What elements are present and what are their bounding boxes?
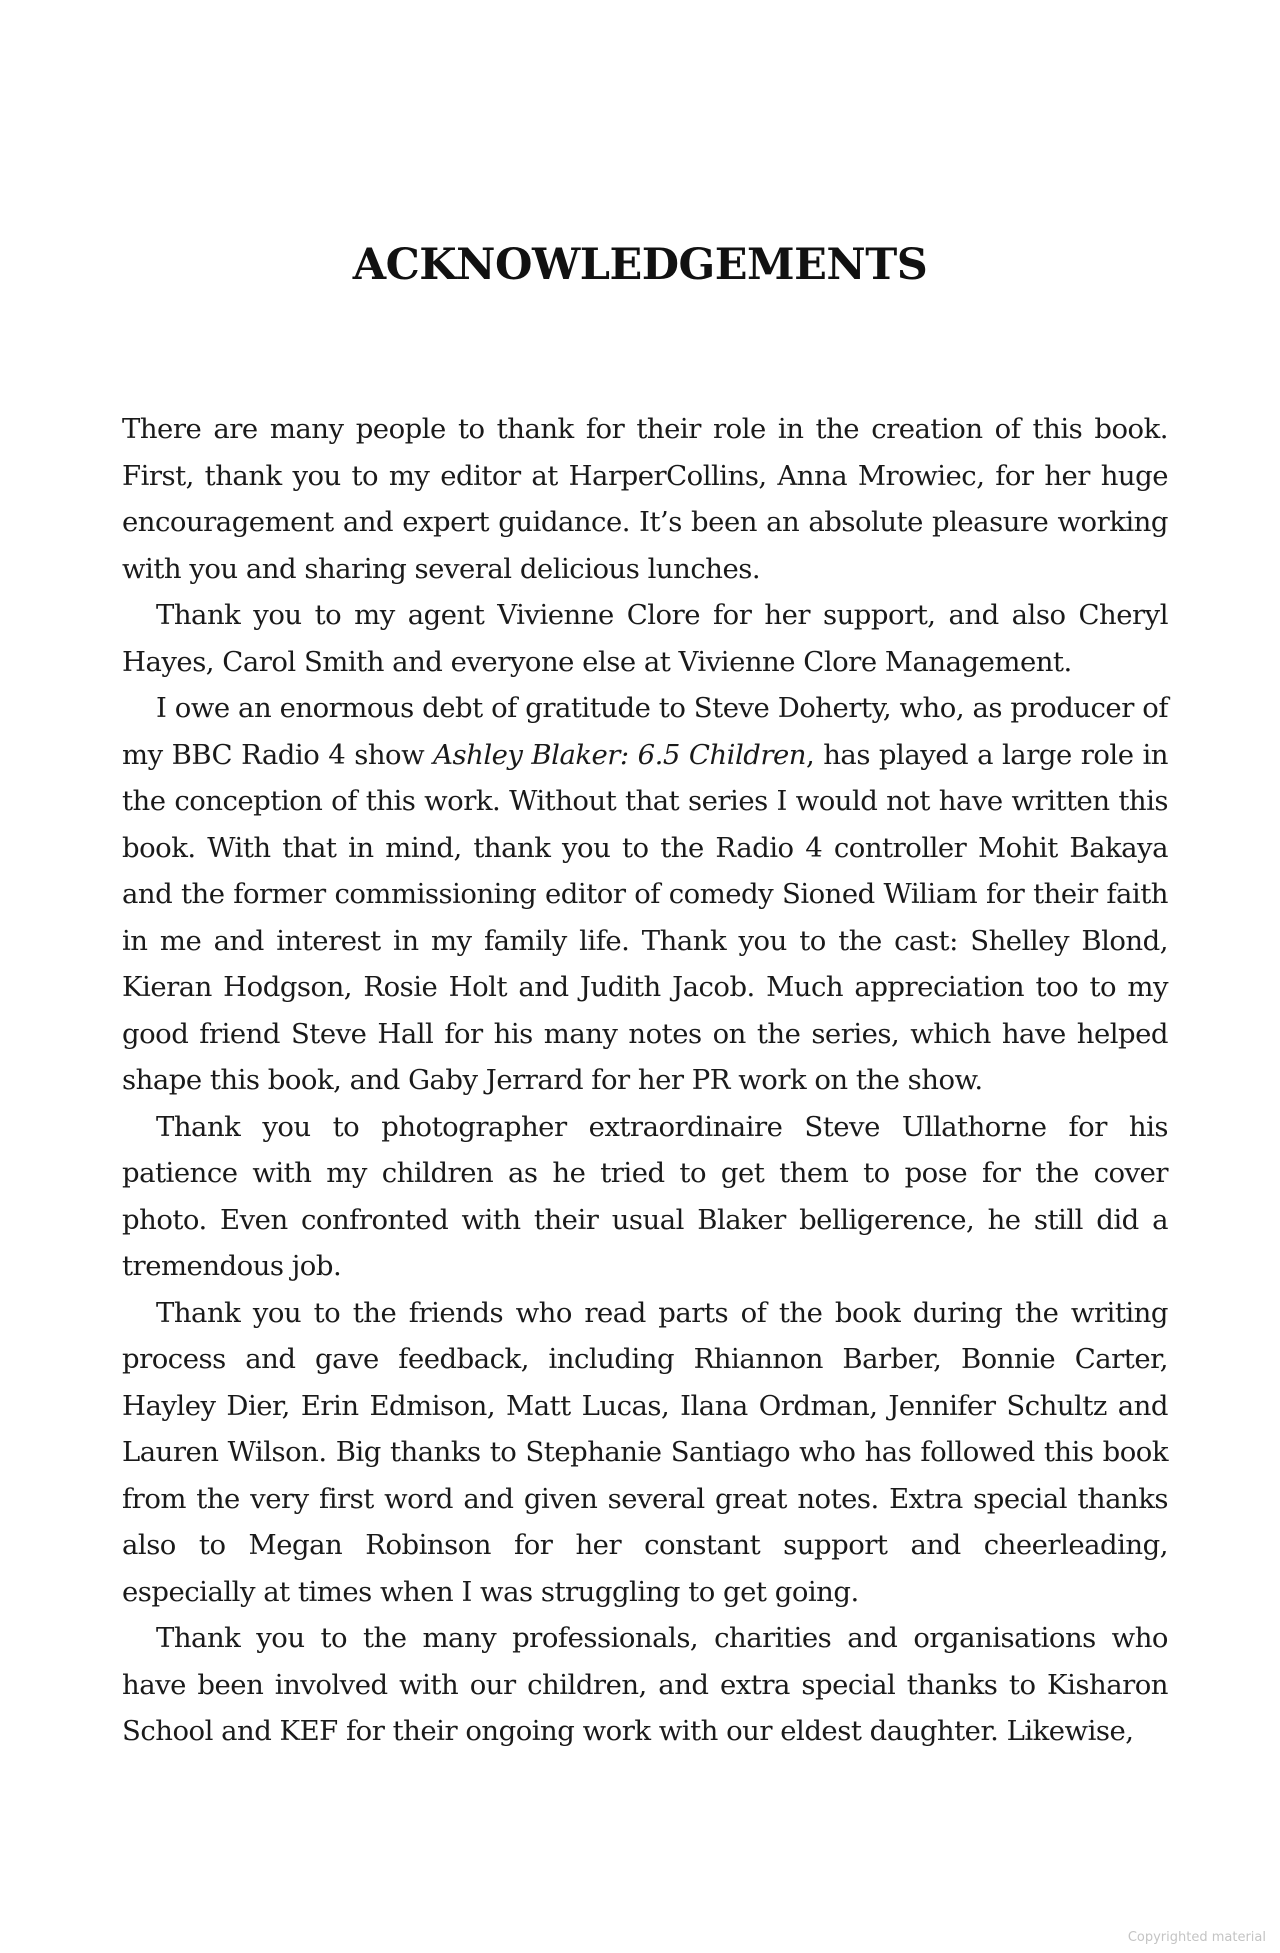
- paragraph-friends: Thank you to the friends who read parts of the book during the writing process and gave feedback, including Rhiannon Barber, Bonnie Carter, Hayley Dier, Erin Edmison, Matt Lucas, Ilana Ordman, Jennifer Schultz and Lauren Wilson. Big thanks to Stephanie Santiago who has followed this book from the very first word and given several great notes. Extra special thanks also to Megan Robinson for her constant support and cheerleading, especially at times when I was struggling to get going.: [122, 1296, 1168, 1608]
- paragraph-agent: Thank you to my agent Vivienne Clore for her support, and also Cheryl Hayes, Carol Smith and everyone else at Vivienne Clore Management.: [122, 599, 1168, 678]
- paragraph-professionals: Thank you to the many professionals, charities and organisations who have been involved with our children, and extra special thanks to Kisharon School and KEF for their ongoing work with our eldest daughter. Likewise,: [122, 1622, 1168, 1747]
- body-text: [122, 406, 1168, 1755]
- copyright-watermark: Copyrighted material: [1127, 1930, 1266, 1945]
- show-title: Ashley Blaker: 6.5 Children: [433, 738, 806, 771]
- paragraph-intro: There are many people to thank for their role in the creation of this book. First, thank you to my editor at HarperCollins, Anna Mrowiec, for her huge encouragement and expert guidance. It’s been an absolute pleasure working with you and sharing several delicious lunches.: [122, 413, 1168, 585]
- page-title: ACKNOWLEDGEMENTS: [352, 240, 928, 290]
- paragraph-radio-show-after: , has played a large role in the conception of this work. Without that series I would not have written this book. With that in mind, thank you to the Radio 4 controller Mohit Bakaya and the former commissioning editor of comedy Sioned Wiliam for their faith in me and interest in my family life. Thank you to the cast: Shelley Blond, Kieran Hodgson, Rosie Holt and Judith Jacob. Much appreciation too to my good friend Steve Hall for his many notes on the series, which have helped shape this book, and Gaby Jerrard for her PR work on the show.: [122, 738, 1168, 1096]
- paragraph-photographer: Thank you to photographer extraordinaire Steve Ullathorne for his patience with my children as he tried to get them to pose for the cover photo. Even confronted with their usual Blaker belligerence, he still did a tremendous job.: [122, 1110, 1168, 1282]
- paragraph-radio-show-before: I owe an enormous debt of gratitude to Steve Doherty, who, as producer of my BBC Radio 4 show: [122, 692, 1168, 771]
- paragraph-radio-show: [122, 685, 1168, 1104]
